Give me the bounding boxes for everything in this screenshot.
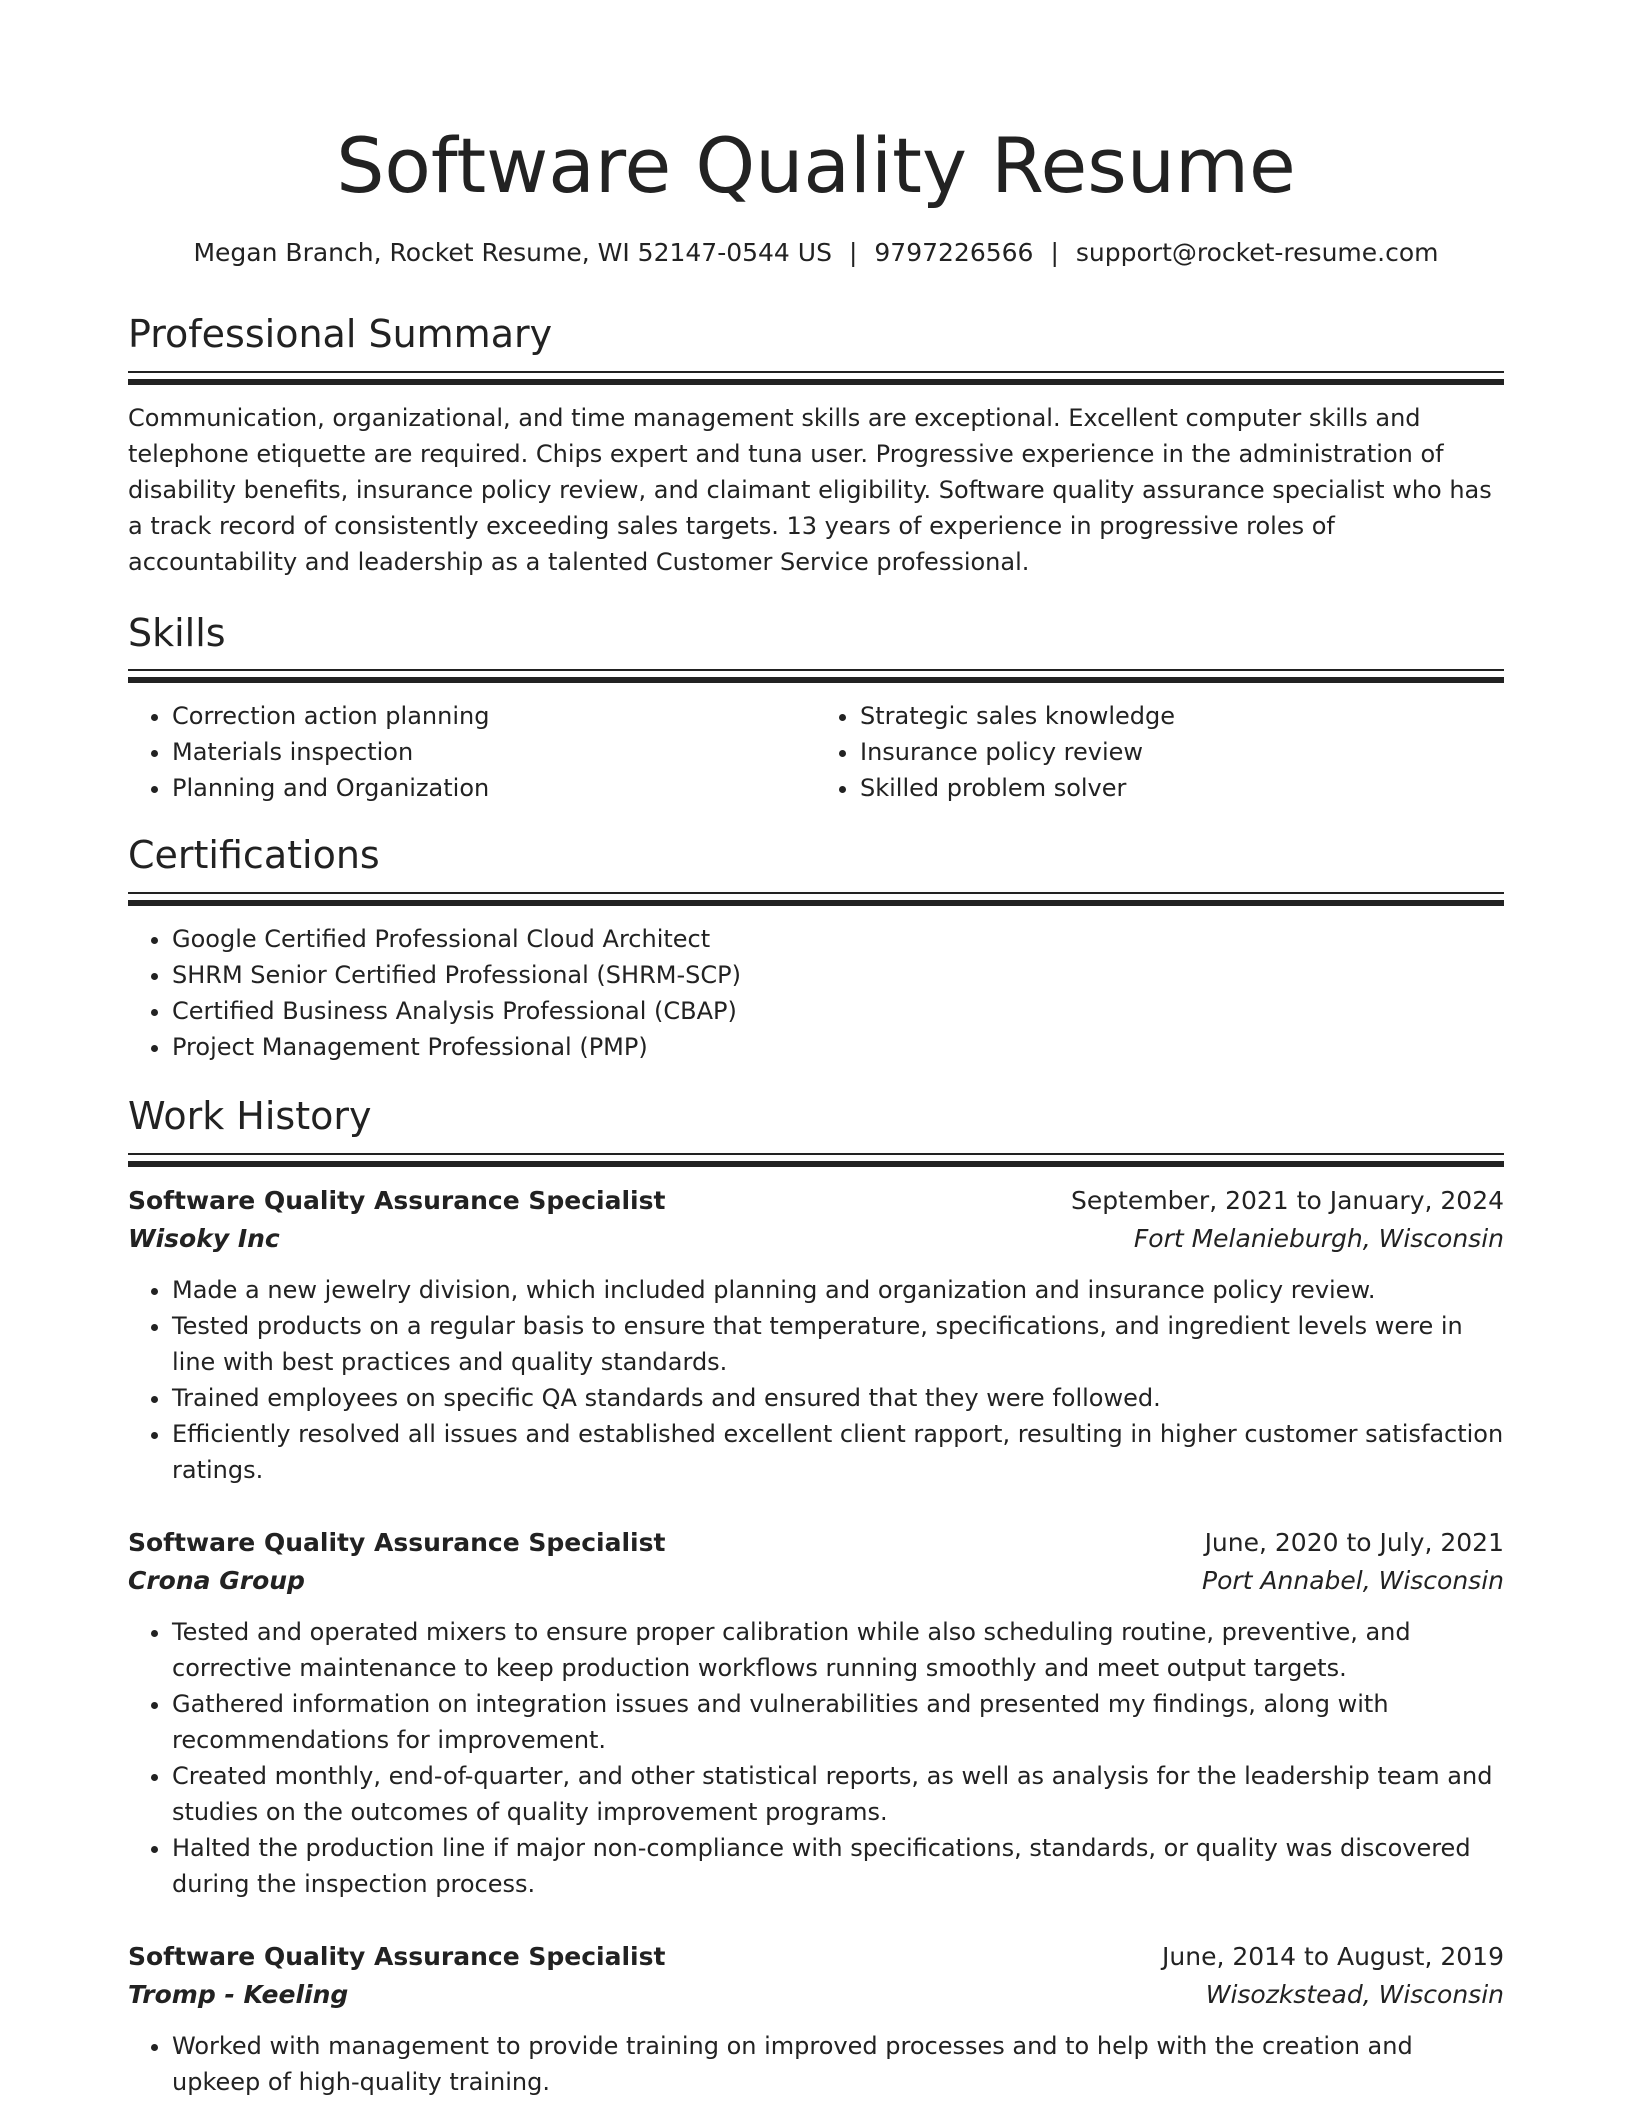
section-divider (128, 371, 1504, 386)
contact-separator: | (848, 238, 858, 267)
summary-text: Communication, organizational, and time management skills are exceptional. Excellent computer skills and telephone etiquette are required. Chips expert and tuna user. Progressive experience in the administration of disability benefits, insurance policy review, and claimant eligibility. Software quality assurance specialist who has a track record of consistently exceeding sales targets. 13 years of experience in progressive roles of accountability and leadership as a talented Customer Service professional. (128, 403, 1492, 576)
job-company: Tromp - Keeling (128, 1979, 349, 2009)
skills-list-left (128, 698, 816, 806)
contact-line (128, 238, 1504, 267)
job-header-row (128, 1182, 1504, 1220)
job-header-row (128, 1524, 1504, 1562)
certifications-list (128, 921, 1504, 1065)
job-entry (128, 1524, 1504, 1902)
skill-item: • Planning and Organization (172, 770, 816, 806)
certifications-section (128, 834, 1504, 1065)
job-bullet: • Trained employees on specific QA standards and ensured that they were followed. (172, 1380, 1504, 1416)
work-history-heading: Work History (128, 1094, 372, 1139)
skill-item: • Materials inspection (172, 734, 816, 770)
job-location: Fort Melanieburgh, Wisconsin (1133, 1223, 1504, 1253)
job-company: Crona Group (128, 1565, 305, 1595)
job-company-row (128, 1562, 1504, 1600)
contact-phone: 9797226566 (874, 238, 1034, 267)
job-bullet: • Tested and operated mixers to ensure proper calibration while also scheduling routine, preventive, and corrective maintenance to keep production workflows running smoothly and meet output targets. (172, 1614, 1504, 1686)
certification-item: • SHRM Senior Certified Professional (SHRM-SCP) (172, 957, 1504, 993)
skill-item: • Insurance policy review (860, 734, 1504, 770)
contact-separator: | (1050, 238, 1059, 267)
summary-section (128, 313, 1504, 580)
skills-section (128, 612, 1504, 807)
job-header-row (128, 1938, 1504, 1976)
job-bullet: • Efficiently resolved all issues and established excellent client rapport, resulting in higher customer satisfaction ratings. (172, 1416, 1504, 1488)
summary-heading: Professional Summary (128, 312, 553, 356)
job-bullet: • Gathered information on integration issues and vulnerabilities and presented my findings, along with recommendations for improvement. (172, 1686, 1504, 1758)
job-entry (128, 1938, 1504, 2100)
job-bullet: • Tested products on a regular basis to ensure that temperature, specifications, and ingredient levels were in line with best practices and quality standards. (172, 1308, 1504, 1380)
job-dates: June, 2014 to August, 2019 (1162, 1941, 1504, 1971)
resume-title: Software Quality Resume (336, 121, 1296, 210)
section-divider (128, 669, 1504, 684)
job-title: Software Quality Assurance Specialist (128, 1185, 666, 1215)
job-bullet: • Created monthly, end-of-quarter, and other statistical reports, as well as analysis for the leadership team and studies on the outcomes of quality improvement programs. (172, 1758, 1504, 1830)
skills-list-right (816, 698, 1504, 806)
section-divider (128, 892, 1504, 907)
certification-item: • Google Certified Professional Cloud Architect (172, 921, 1504, 957)
job-bullets (128, 1614, 1504, 1902)
job-company: Wisoky Inc (128, 1223, 280, 1253)
contact-address: Megan Branch, Rocket Resume, WI 52147-0544 US (193, 238, 832, 267)
job-title: Software Quality Assurance Specialist (128, 1941, 666, 1971)
certification-item: • Certified Business Analysis Professional (CBAP) (172, 993, 1504, 1029)
job-bullet: • Made a new jewelry division, which included planning and organization and insurance policy review. (172, 1272, 1504, 1308)
job-bullets (128, 2028, 1504, 2100)
section-divider (128, 1153, 1504, 1168)
job-bullet: • Worked with management to provide training on improved processes and to help with the creation and upkeep of high-quality training. (172, 2028, 1504, 2100)
certifications-heading: Certifications (128, 833, 380, 878)
job-location: Port Annabel, Wisconsin (1202, 1565, 1504, 1595)
job-title: Software Quality Assurance Specialist (128, 1527, 666, 1557)
skills-column-left (128, 698, 816, 806)
skills-column-right (816, 698, 1504, 806)
skill-item: • Strategic sales knowledge (860, 698, 1504, 734)
work-history-section (128, 1095, 1504, 2100)
contact-email: support@rocket-resume.com (1075, 238, 1439, 267)
job-bullet: • Halted the production line if major non-compliance with specifications, standards, or quality was discovered during the inspection process. (172, 1830, 1504, 1902)
skill-item: • Skilled problem solver (860, 770, 1504, 806)
skill-item: • Correction action planning (172, 698, 816, 734)
job-company-row (128, 1976, 1504, 2014)
job-dates: June, 2020 to July, 2021 (1204, 1527, 1504, 1557)
skills-heading: Skills (128, 610, 226, 655)
certification-item: • Project Management Professional (PMP) (172, 1029, 1504, 1065)
job-location: Wisozkstead, Wisconsin (1205, 1979, 1504, 2009)
skills-grid (128, 698, 1504, 806)
job-company-row (128, 1220, 1504, 1258)
job-dates: September, 2021 to January, 2024 (1071, 1185, 1504, 1215)
job-bullets (128, 1272, 1504, 1488)
job-entry (128, 1182, 1504, 1488)
